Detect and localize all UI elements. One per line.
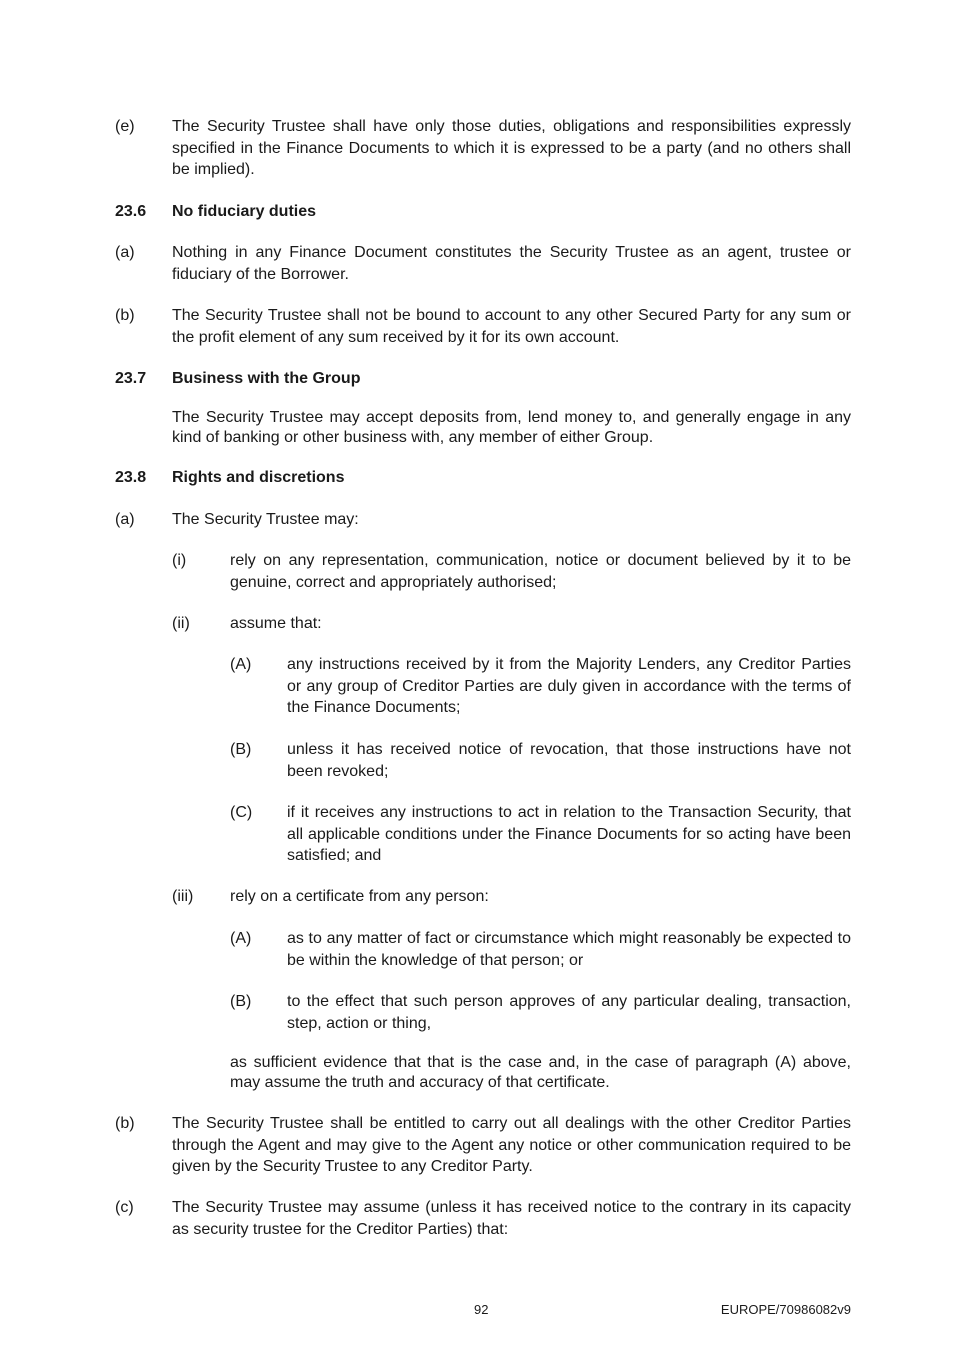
section-heading: Business with the Group xyxy=(172,370,361,387)
item-text: The Security Trustee shall have only those duties, obligations and responsibilities expressly specified in the Finance Documents to which it is expressed to be a party (and no others shall be implied). xyxy=(172,118,851,179)
subsubitem-text: as to any matter of fact or circumstance which might reasonably be expected to be within the knowledge of that person; or xyxy=(287,930,851,969)
section-number: 23.6 xyxy=(115,203,147,220)
item-label: (a) xyxy=(115,244,135,261)
document-reference: EUROPE/70986082v9 xyxy=(720,1302,851,1317)
subsubitem-label: (A) xyxy=(230,930,252,947)
item-label: (b) xyxy=(115,1115,135,1132)
section-heading: No fiduciary duties xyxy=(172,203,317,220)
item-text: The Security Trustee shall be entitled to carry out all dealings with the other Creditor Parties through the Agent and may give to the Agent any notice or other communication required to be given by the Security Trustee to any Creditor Party. xyxy=(172,1115,851,1176)
section-number: 23.8 xyxy=(115,469,147,486)
item-label: (c) xyxy=(115,1199,134,1216)
item-label: (e) xyxy=(115,118,135,135)
item-text: The Security Trustee may: xyxy=(172,511,359,528)
section-heading: Rights and discretions xyxy=(172,469,345,486)
subitem-text: rely on any representation, communication, notice or document believed by it to be genuine, correct and appropriately authorised; xyxy=(230,552,851,591)
subsubitem-text: if it receives any instructions to act in relation to the Transaction Security, that all applicable conditions under the Finance Documents for so acting have been satisfied; and xyxy=(287,804,851,865)
section-body: The Security Trustee may accept deposits from, lend money to, and generally engage in any kind of banking or other business with, any member of either Group. xyxy=(172,409,851,446)
subsubitem-text: unless it has received notice of revocation, that those instructions have not been revoked; xyxy=(287,741,851,780)
subitem-text: rely on a certificate from any person: xyxy=(230,888,489,905)
subitem-label: (iii) xyxy=(172,888,194,905)
section-number: 23.7 xyxy=(115,370,147,387)
item-text: The Security Trustee may assume (unless it has received notice to the contrary in its capacity as security trustee for the Creditor Parties) that: xyxy=(172,1199,851,1238)
item-label: (a) xyxy=(115,511,135,528)
subsubitem-label: (B) xyxy=(230,993,252,1010)
subitem-continuation: as sufficient evidence that that is the case and, in the case of paragraph (A) above, may assume the truth and accuracy of that certificate. xyxy=(230,1054,851,1091)
item-text: The Security Trustee shall not be bound to account to any other Secured Party for any sum or the profit element of any sum received by it for its own account. xyxy=(172,307,851,346)
subsubitem-text: to the effect that such person approves of any particular dealing, transaction, step, action or thing, xyxy=(287,993,851,1032)
subsubitem-text: any instructions received by it from the Majority Lenders, any Creditor Parties or any group of Creditor Parties are duly given in accordance with the terms of the Finance Documents; xyxy=(287,656,851,717)
subitem-text: assume that: xyxy=(230,615,322,632)
subitem-label: (ii) xyxy=(172,615,190,632)
subsubitem-label: (A) xyxy=(230,656,252,673)
subsubitem-label: (B) xyxy=(230,741,252,758)
item-text: Nothing in any Finance Document constitutes the Security Trustee as an agent, trustee or fiduciary of the Borrower. xyxy=(172,244,851,283)
subitem-label: (i) xyxy=(172,552,187,569)
item-label: (b) xyxy=(115,307,135,324)
subsubitem-label: (C) xyxy=(230,804,253,821)
page-number: 92 xyxy=(474,1302,489,1317)
